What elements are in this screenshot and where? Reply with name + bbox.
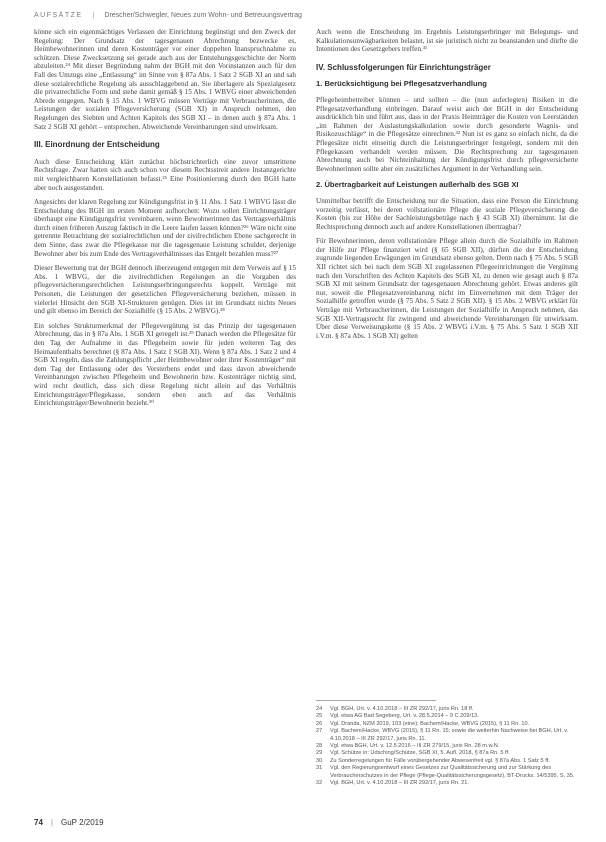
footnote: [316, 706, 578, 713]
paragraph: Angesichts der klaren Regelung zur Kündigungsfrist in § 11 Abs. 1 Satz 1 WBVG lässt die Entscheidung des BGH im ersten Moment aufhorchen: Wozu sollen Einrichtungsträger überhaupt eine Kündigungsfrist vereinbaren, wenn Bewohnerinnen das Vertragsverhältnis durch einen früheren Auszug faktisch in die Leere laufen lassen können?²⁶ Wäre nicht eine getrennte Betrachtung der sozialrechtlichen und der zivilrechtlichen Ebene sachgerecht in dem Sinne, dass zwar die Pflegekasse nur die tagesgenaue Leistung schuldet, derjenige Bewohner aber bis zum Ende des Vertragsverhältnisses das Entgelt bezahlen muss?²⁷: [34, 198, 296, 258]
footnote-number: 30: [316, 757, 323, 764]
footnote-rule: [316, 700, 436, 701]
footnote-text: Vgl. etwa BGH, Urt. v. 12.5.2016 – III ZR 279/15, juris Rn. 28 m.w.N.: [330, 743, 500, 750]
section-label: AUFSÄTZE: [34, 12, 83, 19]
footnote-text: Vgl. BGH, Urt. v. 4.10.2018 – III ZR 292/17, juris Rn. 18 ff.: [330, 706, 474, 712]
footer-separator: |: [50, 818, 53, 827]
footnote-text: Vgl. Bachem/Hacke, WBVG (2015), § 11 Rn. 15; sowie die weiterhin Nachweise bei BGH, Urt. v. 4.10.2018 – III ZR 292/17, juris Rn. 11.: [330, 728, 569, 742]
footnote: [316, 721, 578, 728]
paragraph: könne sich ein eigenmächtiges Verlassen der Einrichtung begünstigt und den Zweck der Regelung: Der Grundsatz der tagesgenauen Abrechnung bezwecke es, Heimbewohnerinnen und deren Kostenträger vor einer doppelten Inanspruchnahme zu schützen. Diese Zwecksetzung sei gerade auch aus der Entstehungsgeschichte der Norm abzuleiten.²⁴ Mit dieser Begründung nahm der BGH mit den Vorinstanzen auch für den Fall des Umzugs eine „Entlassung“ im Sinne von § 87a Abs. 1 Satz 2 SGB XI an und sah diese sozialrechtliche Regelung als ausschlaggebend an. Sie überlagere als Spezialgesetz die privatrechtliche Form und stehe damit gemäß § 15 Abs. 1 WBVG einer abweichenden Abrede entgegen. Nach § 15 Abs. 1 WBVG müssen Verträge mit Verbraucherinnen, die Leistungen der sozialen Pflegeversicherung (SGB XI) in Anspruch nehmen, den Regelungen des Siebten und Achten Kapitels des SGB XI – in denen auch § 87a Abs. 1 Satz 2 SGB XI gehört – entsprechen. Abweichende Vereinbarungen sind unwirksam.: [34, 28, 296, 131]
header-separator: |: [92, 12, 95, 19]
paragraph: Pflegeheimbetreiber können – und sollten – die (nun auferlegten) Risiken in die Pflegesatzverhandlung einbringen. Darauf weist auch der BGH in der Entscheidung ausdrücklich hin und führt aus, dass in der Praxis Heimträger die Kosten von Leerständen „im Rahmen der Auslastungskalkulation sowie durch gesonderte Wagnis- und Risikozuschläge“ in die Pflegesätze einrechnen.³² Nun ist es ganz so einfach nicht, da die Pflegesätze nicht einseitig durch die Leistungserbringer festgelegt, sondern mit den Pflegekassen verhandelt werden müssen. Die Rechtsprechung zur tagesgenauen Abrechnung auch bei Nichteinhaltung der Kündigungsfrist durch pflegeversicherte Bewohnerinnen sollte aber ein zusätzliches Argument in der Verhandlung sein.: [316, 95, 578, 173]
footnote-number: 32: [316, 780, 323, 787]
section-heading: III. Einordnung der Entscheidung: [34, 140, 160, 150]
paragraph: Auch diese Entscheidung klärt zunächst höchstrichterlich eine zuvor umstrittene Rechtsfrage. Zwar hatten sich auch schon vor diesem Rechtsstreit andere Instanzgerichte mit vergleichbaren Konstellationen befasst.²⁵ Eine Positionierung durch den BGH hatte aber noch ausgestanden.: [34, 157, 296, 192]
journal-issue: GuP 2/2019: [60, 818, 104, 827]
footnote: [316, 780, 578, 787]
footnote-text: Zu Sonderregelungen für Fälle vorübergehender Abwesenheit vgl. § 87a Abs. 1 Satz 5 ff.: [330, 757, 550, 764]
footnote-text: Vgl. etwa AG Bad Segeberg, Urt. v. 28.5.2014 – 9 C 209/13.: [330, 713, 479, 720]
left-column: [34, 28, 296, 414]
footnote-number: 24: [316, 706, 323, 712]
subsection-heading: 2. Übertragbarkeit auf Leistungen außerhalb des SGB XI: [316, 180, 519, 190]
footnote: [316, 765, 578, 780]
footnote-number: 27: [316, 728, 323, 735]
footnote-number: 25: [316, 713, 323, 720]
footnote-number: 28: [316, 743, 323, 750]
footnote-number: 31: [316, 765, 323, 772]
footnote-number: 26: [316, 720, 323, 727]
footnotes: [316, 694, 578, 787]
running-header: [34, 12, 302, 19]
section-heading: IV. Schlussfolgerungen für Einrichtungsträger: [316, 62, 491, 72]
paragraph: Ein solches Strukturmerkmal der Pflegevergütung ist das Prinzip der tagesgenauen Abrechnung, das in § 87a Abs. 1 SGB XI geregelt ist.²⁹ Danach werden die Pflegesätze für den Tag der Aufnahme in das Pflegeheim sowie für jeden weiteren Tag des Heimaufenthalts berechnet (§ 87a Abs. 1 Satz 1 SGB XI). Wenn § 87a Abs. 1 Satz 2 und 4 SGB XI regeln, dass die Zahlungspflicht „der Heimbewohner oder ihrer Kostenträger“ mit dem Tag der Entlassung oder des Versterbens endet und dass davon abweichende Vereinbarungen zwischen Pflegeheim und Bewohnerin bzw. Kostenträger nichtig sind, wird recht deutlich, dass sich diese Regelung nicht allein auf das Verhältnis Einrichtungsträger/Pflegekasse, sondern eben auch auf das Verhältnis Einrichtungsträger/Bewohnerin bezieht.³⁰: [34, 321, 296, 408]
paragraph: Für Bewohnerinnen, deren vollstationäre Pflege allein durch die Sozialhilfe im Rahmen der Hilfe zur Pflege finanziert wird (§ 65 SGB XII), dürften die der Entscheidung zugrunde liegenden Erwägungen im Grundsatz ebenso gelten. Denn nach § 75 Abs. 5 SGB XII richtet sich bei nach dem SGB XI zugelassenen Pflegeeinrichtungen die Vergütung nach den Vorschriften des Achten Kapitels des SGB XI, zu denen wie gesagt auch § 87a SGB XI mit seinem Grundsatz der tagesgenauen Abrechnung gehört. Etwas anderes gilt nur, soweit die Pflegesatzvereinbarung nicht im Einvernehmen mit dem Träger der Sozialhilfe getroffen wurde (§ 75 Abs. 5 Satz 2 SGB XII). § 15 Abs. 2 WBVG erklärt für Verträge mit Verbraucherinnen, die Leistungen der Sozialhilfe in Anspruch nehmen, das SGB XII-Vertragsrecht für zwingend und abweichende Vereinbarungen für unwirksam. Über diese Verweisungskette (§ 15 Abs. 2 WBVG i.V.m. § 75 Abs. 5 Satz 1 SGB XII i.V.m. § 87a Abs. 1 SGB XI) gelten: [316, 237, 578, 340]
page-footer: [34, 818, 104, 827]
footnote: [316, 758, 578, 765]
paragraph: Dieser Bewertung trat der BGH dennoch überzeugend entgegen mit dem Verweis auf § 15 Abs. 1 WBVG, der die zivilrechtlichen Regelungen an die Vorgaben des pflegeversicherungsrechtlichen Leistungserbringungsrechts koppelt. Verträge mit Personen, die Leistungen der gesetzlichen Pflegeversicherung beziehen, müssen in vielerlei Hinsicht den SGB XI-Strukturen genügen. Dies ist im Grundsatz nichts Neues und gilt ebenso im Bereich der Sozialhilfe (§ 15 Abs. 2 WBVG).²⁸: [34, 264, 296, 316]
paragraph: Unmittelbar betrifft die Entscheidung nur die Situation, dass eine Person die Einrichtung vorzeitig verlässt, bei deren vollstationäre Pflege die soziale Pflegeversicherung die Kosten (bis zur Höhe der Sachleistungsbeträge nach § 43 SGB XI) übernimmt. Ist die Rechtsprechung dennoch auch auf andere Konstellationen übertragbar?: [316, 196, 578, 231]
footnote: [316, 713, 578, 720]
footnote-text: Vgl. BGH, Urt. v. 4.10.2018 – III ZR 292/17, juris Rn. 21.: [330, 780, 469, 787]
footnote: [316, 750, 578, 757]
right-column: [316, 28, 578, 346]
footnote-text: Vgl. Schütze in: Udsching/Schütze, SGB XI, 5. Aufl. 2018, § 87a Rn. 5 ff.: [330, 750, 510, 757]
footnote-text: Vgl. Dranda, NZM 2019, 103 (eine); Bachem/Hacke, WBVG (2015), § 11 Rn. 10.: [330, 720, 530, 727]
footnote-number: 29: [316, 750, 323, 757]
running-title: Drescher/Schwegler, Neues zum Wohn- und Betreuungsvertrag: [104, 12, 302, 19]
paragraph: Auch wenn die Entscheidung im Ergebnis Leistungserbringer mit Belegungs- und Kalkulationsunwägbarkeiten belastet, ist sie juristisch nicht zu beanstanden und dürfte die Intentionen des Gesetzgebers treffen.³¹: [316, 28, 578, 54]
page-number: 74: [34, 818, 43, 827]
subsection-heading: 1. Berücksichtigung bei Pflegesatzverhandlung: [316, 79, 487, 89]
footnote-text: Vgl. den Regierungsentwurf eines Gesetzes zur Qualitätssicherung und zur Stärkung des Verbraucherschutzes in der Pflege (Pflege-Qualitätssicherungsgesetz), BT-Drucks. 14/5395, S. 35.: [330, 765, 575, 779]
footnote: [316, 728, 578, 743]
footnote: [316, 743, 578, 750]
